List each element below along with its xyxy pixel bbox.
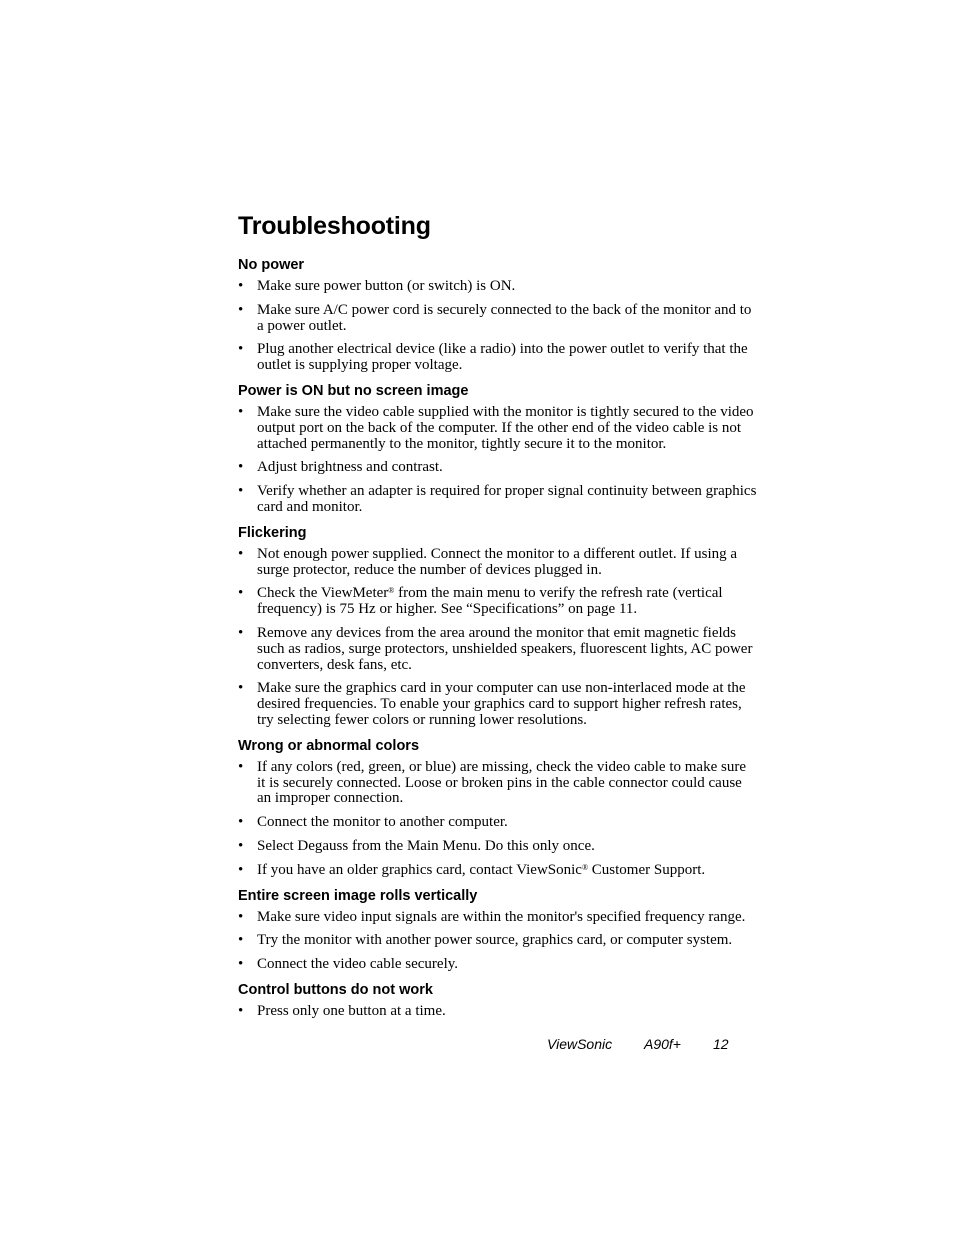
- list-item: [238, 910, 757, 926]
- list-item: [238, 933, 757, 949]
- section-heading: Entire screen image rolls vertically: [238, 887, 478, 904]
- list-item-text: Select Degauss from the Main Menu. Do this only once.: [257, 837, 595, 854]
- list-item: [238, 586, 757, 618]
- list-item-text: Verify whether an adapter is required for proper signal continuity between graphics card and monitor.: [257, 483, 757, 515]
- bullet-list: [238, 760, 748, 879]
- list-item: [238, 815, 757, 831]
- footer-page-number: 12: [713, 1036, 729, 1052]
- list-item-text: Connect the video cable securely.: [257, 956, 459, 973]
- list-item-text: Make sure power button (or switch) is ON.: [257, 278, 516, 294]
- list-item-text: Adjust brightness and contrast.: [257, 459, 443, 476]
- bullet-icon: •: [238, 814, 244, 831]
- list-item: [238, 460, 757, 476]
- bullet-icon: •: [238, 585, 244, 602]
- list-item-text: Press only one button at a time.: [257, 1002, 446, 1019]
- list-item-text: Plug another electrical device (like a radio) into the power outlet to verify that the outlet is supplying proper voltage.: [257, 341, 748, 374]
- list-item-text: Customer Support.: [588, 861, 706, 878]
- bullet-icon: •: [238, 680, 244, 697]
- bullet-icon: •: [238, 341, 244, 358]
- bullet-icon: •: [238, 758, 244, 775]
- list-item-text: Remove any devices from the area around the monitor that emit magnetic fields such as radios, surge protectors, unshielded speakers, fluorescent lights, AC power converters, desk fans, etc.: [257, 624, 753, 673]
- list-item-text: Make sure the video cable supplied with the monitor is tightly secured to the video output port on the back of the computer. If the other end of the video cable is not attached permanently to the monitor, tightly secure it to the monitor.: [257, 403, 754, 452]
- bullet-icon: •: [238, 1002, 244, 1019]
- sections-container: [238, 256, 757, 1020]
- bullet-list: [238, 1004, 748, 1020]
- list-item-text: Connect the monitor to another computer.: [257, 814, 508, 831]
- list-item: [238, 547, 757, 579]
- bullet-icon: •: [238, 459, 244, 476]
- section-heading: Control buttons do not work: [238, 981, 433, 998]
- bullet-icon: •: [238, 861, 244, 878]
- bullet-icon: •: [238, 956, 244, 973]
- bullet-icon: •: [238, 932, 244, 949]
- section-heading: Flickering: [238, 524, 307, 541]
- bullet-icon: •: [238, 301, 244, 318]
- footer-model: A90f+: [644, 1036, 681, 1052]
- list-item: [238, 303, 757, 335]
- page-title: Troubleshooting: [238, 212, 431, 240]
- list-item: [238, 626, 757, 673]
- list-item-text: Make sure A/C power cord is securely connected to the back of the monitor and to a power outlet.: [257, 301, 752, 334]
- bullet-icon: •: [238, 624, 244, 641]
- footer-brand: ViewSonic: [547, 1036, 613, 1052]
- registered-mark: ®: [581, 862, 589, 872]
- bullet-icon: •: [238, 837, 244, 854]
- list-item-text: Try the monitor with another power source, graphics card, or computer system.: [257, 932, 733, 949]
- bullet-icon: •: [238, 908, 244, 925]
- bullet-icon: •: [238, 483, 244, 500]
- list-item: [238, 863, 757, 879]
- list-item: [238, 839, 757, 855]
- section-heading: Power is ON but no screen image: [238, 382, 469, 399]
- list-item-text: Make sure the graphics card in your computer can use non-interlaced mode at the desired frequencies. To enable your graphics card to support higher refresh rates, try selecting fewer colors or running lower resolutions.: [257, 680, 746, 728]
- list-item: [238, 957, 757, 973]
- bullet-list: [238, 278, 752, 374]
- document-page: [238, 210, 757, 1028]
- list-item: [238, 1004, 757, 1020]
- registered-mark: ®: [388, 586, 395, 596]
- list-item: [238, 405, 757, 452]
- bullet-icon: •: [238, 278, 244, 294]
- list-item: [238, 484, 757, 516]
- bullet-list: [238, 403, 757, 516]
- list-item: [238, 279, 757, 295]
- bullet-list: [238, 910, 748, 973]
- bullet-list: [238, 545, 753, 729]
- list-item-text: If you have an older graphics card, contact ViewSonic: [257, 861, 582, 878]
- list-item-text: If any colors (red, green, or blue) are missing, check the video cable to make sure it is securely connected. Loose or broken pins in the cable connector could cause an improper connection.: [257, 758, 746, 807]
- section-heading: No power: [238, 257, 305, 273]
- section-heading: Wrong or abnormal colors: [238, 737, 420, 754]
- list-item-text: Check the ViewMeter: [257, 585, 389, 602]
- list-item: [238, 342, 757, 374]
- list-item-text: Not enough power supplied. Connect the monitor to a different outlet. If using a surge protector, reduce the number of devices plugged in.: [257, 545, 738, 578]
- bullet-icon: •: [238, 545, 244, 562]
- list-item: [238, 760, 757, 807]
- bullet-icon: •: [238, 403, 244, 420]
- list-item-text: Make sure video input signals are within the monitor's specified frequency range.: [257, 908, 746, 925]
- list-item-text: from the main menu to verify the refresh rate (vertical frequency) is 75 Hz or higher. See “Specifications” on page 11.: [257, 585, 723, 618]
- list-item: [238, 681, 757, 728]
